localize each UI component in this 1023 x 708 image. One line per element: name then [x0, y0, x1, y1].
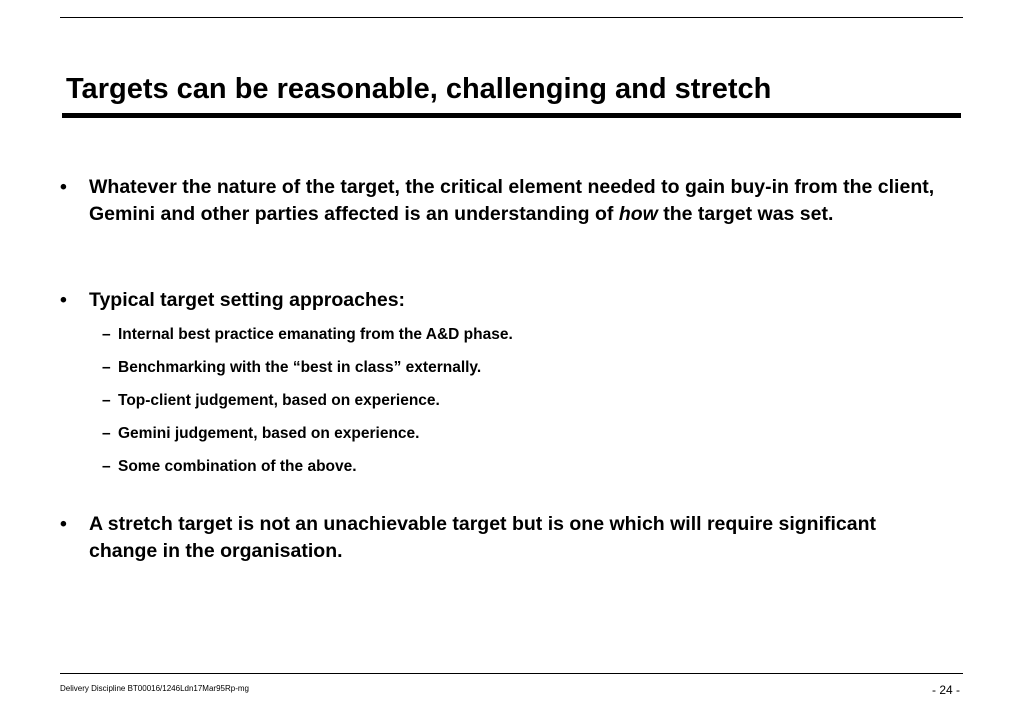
bullet-marker: • — [60, 513, 67, 535]
bullet-item-approaches — [60, 287, 949, 314]
sub-item — [102, 358, 481, 378]
bullet-marker: • — [60, 176, 67, 198]
sub-item-text: Internal best practice emanating from the A&D phase. — [118, 326, 513, 343]
bullet-text-emphasis: how — [618, 203, 658, 225]
bullet-text: Typical target setting approaches: — [89, 289, 406, 311]
sub-item-text: Benchmarking with the “best in class” externally. — [118, 359, 482, 376]
bullet-marker: • — [60, 289, 67, 311]
footer-reference: Delivery Discipline BT00016/1246Ldn17Mar95Rp-mg — [60, 684, 249, 693]
footer-divider — [60, 673, 963, 674]
title-underline — [62, 113, 961, 118]
sub-item-marker: – — [102, 359, 111, 376]
sub-item-text: Gemini judgement, based on experience. — [118, 425, 420, 442]
bullet-text: A stretch target is not an unachievable target but is one which will require significant change in the organisation. — [89, 513, 877, 562]
bullet-item-stretch-target — [60, 511, 949, 565]
sub-item-text: Top-client judgement, based on experience. — [118, 392, 440, 409]
sub-item-text: Some combination of the above. — [118, 458, 357, 475]
bullet-text — [89, 174, 949, 228]
sub-item-marker: – — [102, 392, 111, 409]
bullet-text-end: the target was set. — [657, 203, 834, 225]
bullet-text-start: Whatever the nature of the target, the critical element needed to gain buy-in from the client, Gemini and other parties affected is an understanding of — [89, 176, 935, 225]
top-divider — [60, 17, 963, 18]
sub-item-marker: – — [102, 425, 111, 442]
sub-item-marker: – — [102, 326, 111, 343]
sub-item — [102, 457, 357, 477]
sub-item-marker: – — [102, 458, 111, 475]
bullet-item-buy-in — [60, 174, 949, 228]
page-number: - 24 - — [931, 683, 960, 697]
sub-item — [102, 391, 440, 411]
sub-item — [102, 424, 419, 444]
sub-item — [102, 325, 513, 345]
slide-title: Targets can be reasonable, challenging and stretch — [66, 73, 772, 105]
